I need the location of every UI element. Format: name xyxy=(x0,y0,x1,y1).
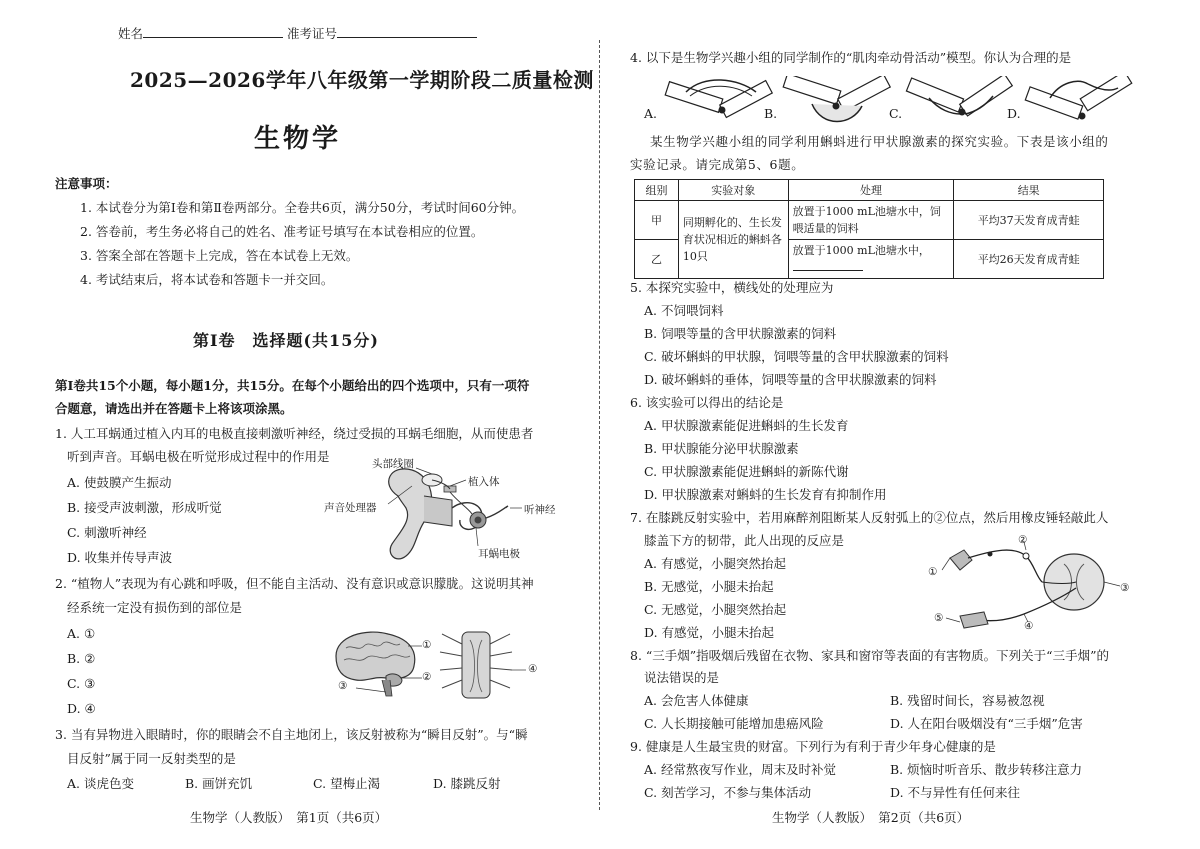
figure-label: 耳蜗电极 xyxy=(478,548,520,560)
model-c xyxy=(905,76,1015,128)
q9-option: C. 刻苦学习，不参与集体活动 xyxy=(644,785,812,800)
q7-option: D. 有感觉，小腿未抬起 xyxy=(644,625,775,640)
figure-label: 声音处理器 xyxy=(324,502,377,514)
figure-label: ④ xyxy=(1024,620,1034,632)
figure-label: 头部线圈 xyxy=(372,458,414,470)
figure-label: 植入体 xyxy=(468,476,500,488)
q6-option: B. 甲状腺能分泌甲状腺激素 xyxy=(644,441,799,456)
note-item: 2. 答卷前，考生务必将自己的姓名、准考证号填写在本试卷相应的位置。 xyxy=(80,224,484,239)
q2-option: D. ④ xyxy=(67,701,96,716)
page-footer: 生物学（人教版） 第1页（共6页） xyxy=(190,810,388,825)
result-cell: 平均37天发育成青蛙 xyxy=(954,201,1104,240)
q7-option: C. 无感觉，小腿突然抬起 xyxy=(644,602,787,617)
q8-stem: 8. “三手烟”指吸烟后残留在衣物、家具和窗帘等表面的有害物质。下列关于“三手烟”的 xyxy=(630,648,1109,663)
table-header: 实验对象 xyxy=(678,180,788,201)
figure-label: ④ xyxy=(528,663,538,675)
q4-option: C. xyxy=(889,106,903,121)
q5-option: A. 不饲喂饲料 xyxy=(644,303,724,318)
q4-option: B. xyxy=(764,106,778,121)
group-cell: 甲 xyxy=(635,201,679,240)
brain-spinal-figure xyxy=(326,626,556,702)
figure-label: ③ xyxy=(338,680,348,692)
figure-label: ② xyxy=(1018,534,1028,546)
q1-option: B. 接受声波刺激，形成听觉 xyxy=(67,500,222,515)
object-cell: 同期孵化的、生长发育状况相近的蝌蚪各10只 xyxy=(678,201,788,279)
q9-option: A. 经常熬夜写作业，周末及时补觉 xyxy=(644,762,836,777)
treatment-text: 放置于1000 mL池塘水中， xyxy=(792,244,930,257)
q6-option: A. 甲状腺激素能促进蝌蚪的生长发育 xyxy=(644,418,849,433)
q8-option: B. 残留时间长，容易被忽视 xyxy=(890,693,1045,708)
section-title: 第Ⅰ卷 选择题(共15分) xyxy=(193,331,379,350)
treatment-blank xyxy=(793,260,863,271)
q8-stem: 说法错误的是 xyxy=(644,670,720,685)
table-header: 组别 xyxy=(635,180,679,201)
q9-option: D. 不与异性有任何来往 xyxy=(890,785,1021,800)
q3-option: C. 望梅止渴 xyxy=(313,776,381,791)
figure-label: ① xyxy=(928,566,938,578)
q3-stem: 目反射”属于同一反射类型的是 xyxy=(67,751,236,766)
q2-stem: 2. “植物人”表现为有心跳和呼吸，但不能自主活动、没有意识或意识朦胧。这说明其神 xyxy=(55,576,534,591)
q4-option: A. xyxy=(644,106,658,121)
q3-stem: 3. 当有异物进入眼睛时，你的眼睛会不自主地闭上，该反射被称为“瞬目反射”。与“瞬 xyxy=(55,727,528,742)
note-item: 1. 本试卷分为第Ⅰ卷和第Ⅱ卷两部分。全卷共6页，满分50分，考试时间60分钟。 xyxy=(80,200,525,215)
q7-stem: 膝盖下方的韧带，此人出现的反应是 xyxy=(644,533,845,548)
page-footer: 生物学（人教版） 第2页（共6页） xyxy=(772,810,970,825)
exam-title: 2025—2026学年八年级第一学期阶段二质量检测 xyxy=(130,68,594,92)
note-item: 3. 答案全部在答题卡上完成，答在本试卷上无效。 xyxy=(80,248,359,263)
q7-stem: 7. 在膝跳反射实验中，若用麻醉剂阻断某人反射弧上的②位点，然后用橡皮锤轻敲此人 xyxy=(630,510,1109,525)
muscle-model-c-icon xyxy=(905,76,1015,128)
notes-heading: 注意事项： xyxy=(55,176,118,191)
section-instructions: 第Ⅰ卷共15个小题，每小题1分，共15分。在每个小题给出的四个选项中，只有一项符 xyxy=(55,378,530,393)
treatment-cell: 放置于1000 mL池塘水中，饲喂适量的饲料 xyxy=(788,201,954,240)
result-cell: 平均26天发育成青蛙 xyxy=(954,240,1104,279)
q1-option: A. 使鼓膜产生振动 xyxy=(67,475,172,490)
model-b xyxy=(782,76,892,128)
name-field xyxy=(118,26,283,42)
q3-option: D. 膝跳反射 xyxy=(433,776,501,791)
q9-option: B. 烦恼时听音乐、散步转移注意力 xyxy=(890,762,1083,777)
q2-option: B. ② xyxy=(67,651,96,666)
q3-option: B. 画饼充饥 xyxy=(185,776,253,791)
ticket-field xyxy=(287,26,477,42)
q7-option: A. 有感觉，小腿突然抬起 xyxy=(644,556,786,571)
q1-stem: 听到声音。耳蜗电极在听觉形成过程中的作用是 xyxy=(67,449,330,464)
experiment-table xyxy=(634,179,1104,279)
figure-label: ① xyxy=(422,639,432,651)
name-blank xyxy=(143,26,283,38)
q5-option: C. 破坏蝌蚪的甲状腺，饲喂等量的含甲状腺激素的饲料 xyxy=(644,349,949,364)
note-item: 4. 考试结束后，将本试卷和答题卡一并交回。 xyxy=(80,272,334,287)
figure-label: ③ xyxy=(1120,582,1130,594)
q5-option: B. 饲喂等量的含甲状腺激素的饲料 xyxy=(644,326,837,341)
muscle-model-d-icon xyxy=(1024,76,1134,128)
q4-option: D. xyxy=(1007,106,1021,121)
table-header: 处理 xyxy=(788,180,954,201)
figure-label: ② xyxy=(422,671,432,683)
q8-option: A. 会危害人体健康 xyxy=(644,693,749,708)
q5-option: D. 破坏蝌蚪的垂体，饲喂等量的含甲状腺激素的饲料 xyxy=(644,372,937,387)
q9-stem: 9. 健康是人生最宝贵的财富。下列行为有利于青少年身心健康的是 xyxy=(630,739,996,754)
muscle-model-b-icon xyxy=(782,76,892,128)
section-instructions: 合题意，请选出并在答题卡上将该项涂黑。 xyxy=(55,401,293,416)
q4-stem: 4. 以下是生物学兴趣小组的同学制作的“肌肉牵动骨活动”模型。你认为合理的是 xyxy=(630,50,1072,65)
left-page xyxy=(0,0,598,849)
model-d xyxy=(1024,76,1134,128)
table-header: 结果 xyxy=(954,180,1104,201)
reflex-arc-figure xyxy=(924,536,1136,636)
q1-stem: 1. 人工耳蜗通过植入内耳的电极直接刺激听神经，绕过受损的耳蜗毛细胞，从而使患者 xyxy=(55,426,534,441)
q7-option: B. 无感觉，小腿未抬起 xyxy=(644,579,774,594)
q2-option: C. ③ xyxy=(67,676,96,691)
treatment-cell xyxy=(788,240,954,279)
q5-stem: 5. 本探究实验中，横线处的处理应为 xyxy=(630,280,834,295)
group-cell: 乙 xyxy=(635,240,679,279)
right-page xyxy=(602,0,1200,849)
experiment-intro: 某生物学兴趣小组的同学利用蝌蚪进行甲状腺激素的探究实验。下表是该小组的 xyxy=(650,134,1109,149)
page-divider xyxy=(599,40,600,810)
muscle-model-a-icon xyxy=(664,76,774,128)
q2-stem: 经系统一定没有损伤到的部位是 xyxy=(67,600,243,615)
figure-label: 听神经 xyxy=(524,504,556,516)
q3-option: A. 谈虎色变 xyxy=(67,776,134,791)
experiment-intro: 实验记录。请完成第5、6题。 xyxy=(630,157,805,172)
table-row xyxy=(635,201,1104,240)
figure-label: ⑤ xyxy=(934,612,944,624)
model-a xyxy=(664,76,774,128)
ticket-blank xyxy=(337,26,477,38)
brain-icon xyxy=(326,626,556,702)
q1-option: C. 刺激听神经 xyxy=(67,525,147,540)
subject-title: 生物学 xyxy=(254,124,342,154)
q6-stem: 6. 该实验可以得出的结论是 xyxy=(630,395,784,410)
q1-option: D. 收集并传导声波 xyxy=(67,550,173,565)
table-header-row xyxy=(635,180,1104,201)
q6-option: C. 甲状腺激素能促进蝌蚪的新陈代谢 xyxy=(644,464,849,479)
q8-option: C. 人长期接触可能增加患癌风险 xyxy=(644,716,824,731)
cochlear-implant-figure xyxy=(320,456,560,576)
q2-option: A. ① xyxy=(67,626,96,641)
name-label: 姓名 xyxy=(118,26,144,41)
q6-option: D. 甲状腺激素对蝌蚪的生长发育有抑制作用 xyxy=(644,487,887,502)
ticket-label: 准考证号 xyxy=(287,26,338,41)
q8-option: D. 人在阳台吸烟没有“三手烟”危害 xyxy=(890,716,1083,731)
